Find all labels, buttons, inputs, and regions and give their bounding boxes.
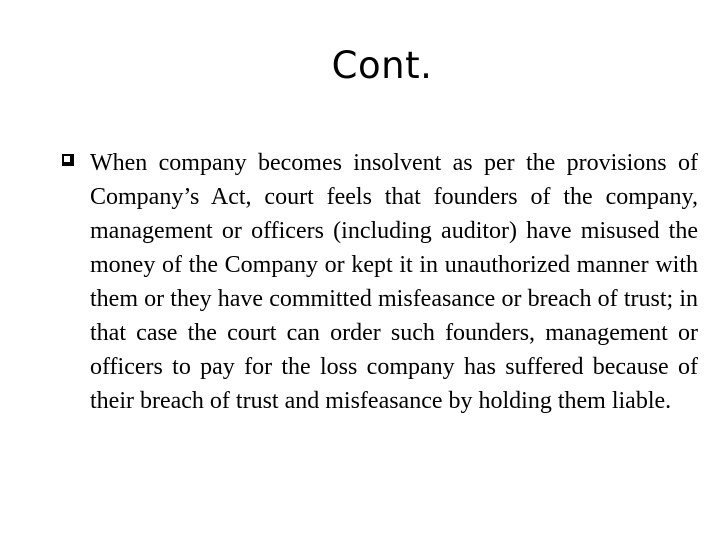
slide-body	[62, 146, 698, 418]
slide-title: Cont.	[331, 44, 433, 87]
square-bullet-icon	[62, 154, 74, 166]
bullet-item	[62, 146, 698, 418]
bullet-text: When company becomes insolvent as per the provisions of Company’s Act, court feels that founders of the company, management or officers (including auditor) have misused the money of the Company or kept it in unauthorized manner with them or they have committed misfeasance or breach of trust; in that case the court can order such founders, management or officers to pay for the loss company has suffered because of their breach of trust and misfeasance by holding them liable.	[90, 150, 698, 414]
